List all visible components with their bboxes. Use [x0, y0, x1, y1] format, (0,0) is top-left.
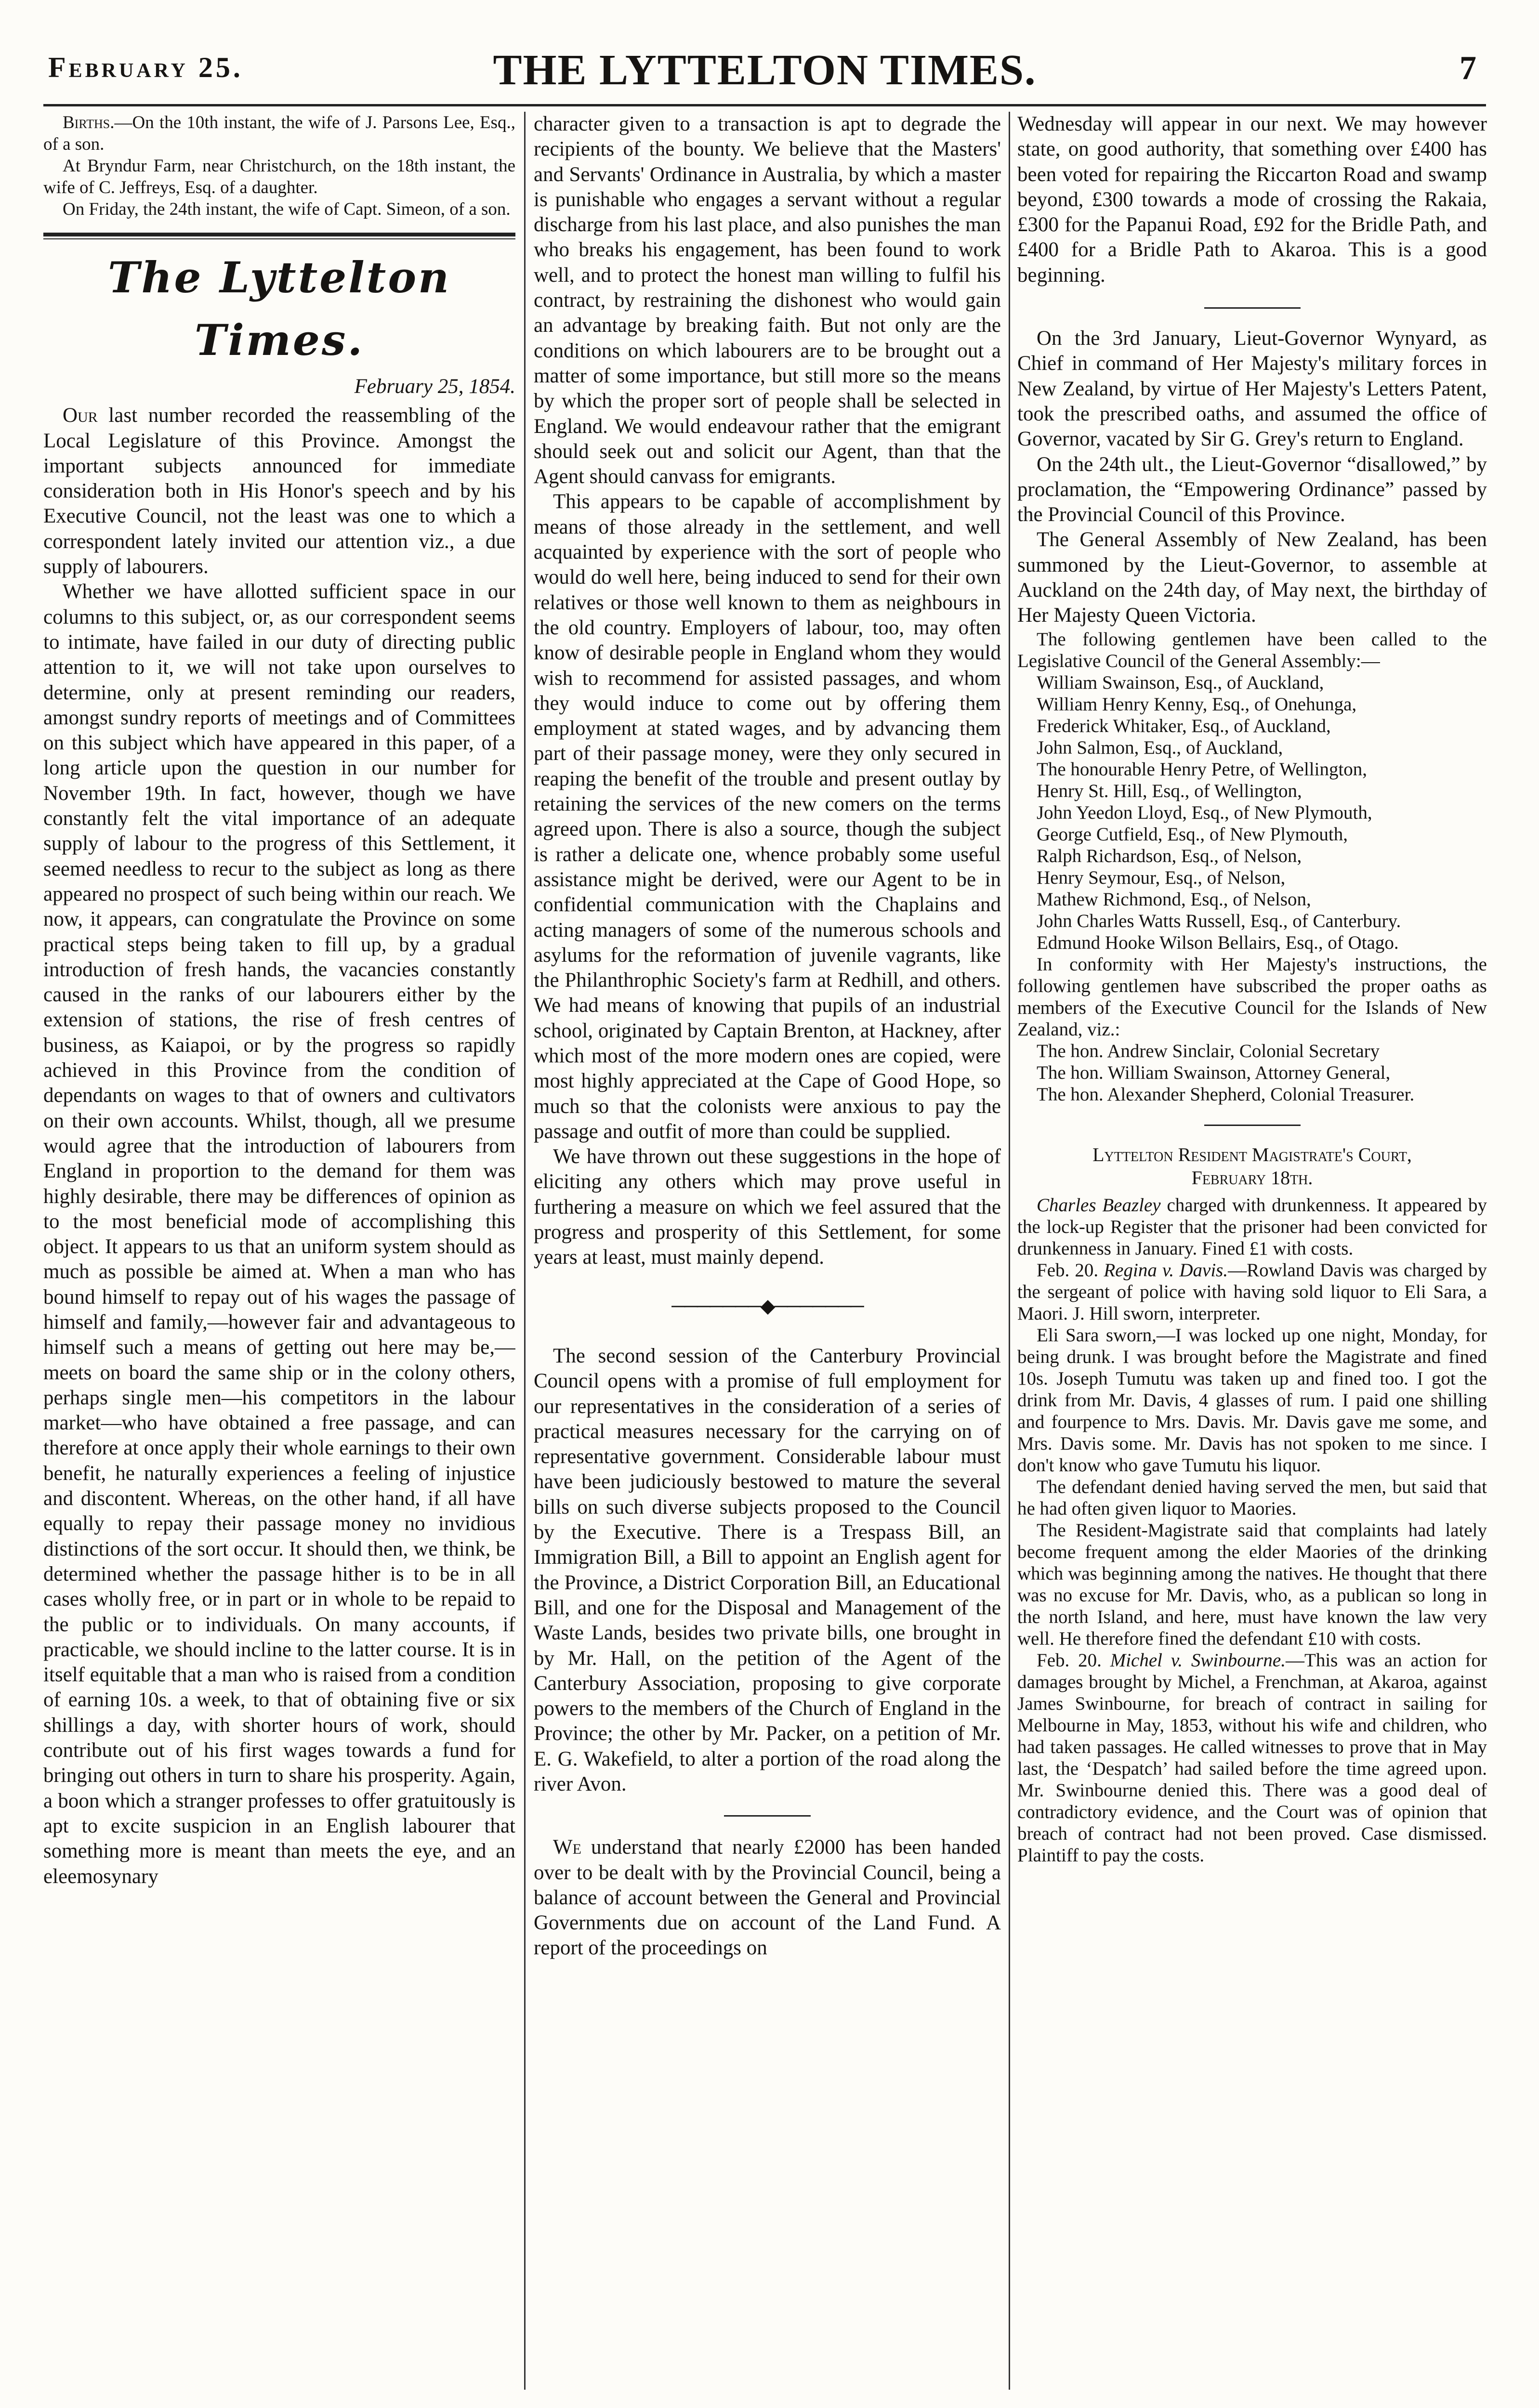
- case-name: Regina v. Davis.: [1104, 1259, 1228, 1281]
- article-paragraph: Feb. 20. Michel v. Swinbourne.—This was an action for damages brought by Michel, a Frenchman, at Akaroa, against James Swinbourne, for breach of contract in sailing for Melbourne in May, 1853, without his wife and children, who had taken passages. He called witnesses to prove that in May last, the ‘Despatch’ had sailed before the time agreed upon. Mr. Swinbourne denied this. There was a good deal of contradictory evidence, and the Court was of opinion that breach of contract had not been proved. Case dismissed. Plaintiff to pay the costs.: [1017, 1649, 1487, 1866]
- list-item: Henry St. Hill, Esq., of Wellington,: [1037, 780, 1302, 801]
- births-notices: [43, 112, 515, 220]
- masthead-rule: [43, 233, 515, 239]
- births-item: On Friday, the 24th instant, the wife of Capt. Simeon, of a son.: [63, 199, 511, 219]
- executive-notice: [1017, 954, 1487, 1040]
- list-item: Mathew Richmond, Esq., of Nelson,: [1037, 889, 1311, 910]
- short-rule: [724, 1815, 811, 1817]
- article-paragraph: This appears to be capable of accomplishment by means of those already in the settlement, and well acquainted by experience with the sort of people who would do well here, being induced to send for their own relatives or those well known to them as neighbours in the old country. Employers of labour, too, may often know of desirable people in England whom they would wish to recommend for assisted passages, and whom they would induce to come out by offering them employment at stated wages, and by advancing them part of their passage money, were they only secured in reaping the benefit of the trouble and present outlay by retaining the services of the new comers on the terms agreed upon. There is also a source, though the subject is rather a delicate one, whence probably some useful assistance might be derived, were our Agent to be in confidential communication with the Chaplains and acting managers of some of the numerous schools and asylums for the reformation of juvenile vagrants, like the Philanthrophic Society's farm at Redhill, and others. We had means of knowing that pupils of an industrial school, originated by Captain Brenton, at Hackney, after which most of the more modern ones are copied, were most highly appreciated at the Cape of Good Hope, so much so that the colonists were anxious to pay the passage and outfit of more than could be supplied.: [534, 490, 1001, 1143]
- list-item: Edmund Hooke Wilson Bellairs, Esq., of Otago.: [1037, 932, 1399, 953]
- list-item: The hon. William Swainson, Attorney General,: [1037, 1062, 1391, 1083]
- case-name: Michel v. Swinbourne.: [1110, 1649, 1286, 1671]
- column-2: [534, 112, 1001, 2395]
- article-paragraph: In conformity with Her Majesty's instructions, the following gentlemen have subscribed the proper oaths as members of the Executive Council for the Islands of New Zealand, viz.:: [1017, 954, 1487, 1040]
- article-paragraph: The defendant denied having served the men, but said that he had often given liquor to Maories.: [1017, 1476, 1487, 1519]
- dropcap: Our: [63, 404, 98, 427]
- court-report: [1017, 1194, 1487, 1866]
- court-heading: [1017, 1143, 1487, 1190]
- list-item: William Henry Kenny, Esq., of Onehunga,: [1037, 694, 1357, 715]
- list-item: William Swainson, Esq., of Auckland,: [1037, 672, 1324, 693]
- article-paragraph: Charles Beazley charged with drunkenness. It appeared by the lock-up Register that the prisoner had been convicted for drunkenness in January. Fined £1 with costs.: [1017, 1194, 1487, 1259]
- case-name: Charles Beazley: [1037, 1194, 1161, 1216]
- council-list: [1017, 672, 1487, 954]
- article-paragraph: character given to a transaction is apt to degrade the recipients of the bounty. We believe that the Masters' and Servants' Ordinance in Australia, by which a master is punishable who engages a servant without a regular discharge from his last place, and also punishes the man who breaks his engagement, has been found to work well, and to protect the honest man willing to fulfil his contract, by restraining the dishonest who would gain an advantage by breaking faith. But not only are the conditions on which labourers are to be brought out a matter of some importance, but still more so the means by which the proper sort of people shall be selected in England. We would endeavour rather that the emigrant should seek out and solicit our Agent, than that the Agent should canvass for emigrants.: [534, 113, 1001, 488]
- masthead-title: The Lyttelton Times.: [108, 252, 451, 365]
- header-page-number: 7: [1460, 50, 1476, 87]
- article-paragraph: Whether we have allotted sufficient space in our columns to this subject, or, as our correspondent seems to intimate, have failed in our duty of directing public attention to it, we will not take upon ourselves to determine, only at present reminding our readers, amongst sundry reports of meetings and of Committees on this subject which have appeared in this paper, of a long article upon the question in our number for November 19th. In fact, however, though we have constantly felt the vital importance of an adequate supply of labour to the progress of this Settlement, it seemed needless to recur to the subject as long as there appeared no prospect of such being within our reach. We now, it appears, can congratulate the Province on some practical steps being taken to fill up, by a gradual introduction of fresh hands, the vacancies constantly caused in the ranks of our labourers either by the extension of stations, the rise of fresh centres of business, as Kaiapoi, or by the progress so rapidly achieved in this Province from the condition of dependants on wages to that of owners and cultivators on their own accounts. Whilst, though, all we presume would agree that the introduction of labourers from England in proportion to the demand for them was highly desirable, there may be differences of opinion as to the most beneficial mode of accomplishing this object. It appears to us that an uniform system should as much as possible be aimed at. When a man who has bound himself to repay out of his wages the passage of himself and family,—however fair and advantageous to himself such a means of getting out here may be,—meets on board the same ship or in the colony others, perhaps single men—his competitors in the labour market—who have obtained a free passage, and can therefore at once apply their whole earnings to their own benefit, he naturally experiences a feeling of injustice and discontent. Whereas, on the other hand, if all have equally to repay their passage money no invidious distinctions of the sort occur. It should then, we think, be determined whether the passage hither is to be in all cases wholly free, or in part or in whole to be repaid to the public or to individuals. On many accounts, if practicable, we should incline to the latter course. It is in itself equitable that a man who is raised from a condition of earning 10s. a week, to that of obtaining five or six shillings a day, with shorter hours of work, should contribute out of his first wages towards a fund for bringing out others in turn to share his prosperity. Again, a boon which a stranger professes to offer gratuitously is apt to excite suspicion in an English labourer that something more is meant than meets the eye, and an eleemosynary: [43, 580, 515, 1888]
- article-paragraph: The General Assembly of New Zealand, has been summoned by the Lieut-Governor, to assemble at Auckland on the 24th day, of May next, the birthday of Her Majesty Queen Victoria.: [1017, 528, 1487, 627]
- short-rule: [1204, 1125, 1301, 1126]
- list-item: John Salmon, Esq., of Auckland,: [1037, 737, 1283, 758]
- list-item: John Yeedon Lloyd, Esq., of New Plymouth,: [1037, 802, 1372, 823]
- column-rule: [524, 112, 526, 2390]
- article-paragraph: Feb. 20. Regina v. Davis.—Rowland Davis was charged by the sergeant of police with having sold liquor to Eli Sara, a Maori. J. Hill sworn, interpreter.: [1017, 1259, 1487, 1324]
- article-paragraph: On the 3rd January, Lieut-Governor Wynyard, as Chief in command of Her Majesty's military forces in New Zealand, by virtue of Her Majesty's Letters Patent, took the prescribed oaths, and assumed the office of Governor, vacated by Sir G. Grey's return to England.: [1017, 327, 1487, 451]
- executive-list: [1017, 1040, 1487, 1105]
- list-item: The honourable Henry Petre, of Wellington,: [1037, 759, 1368, 780]
- list-item: Frederick Whitaker, Esq., of Auckland,: [1037, 715, 1331, 736]
- article-paragraph: We understand that nearly £2000 has been handed over to be dealt with by the Provincial Council, being a balance of account between the General and Provincial Governments due on account of the Land Fund. A report of the proceedings on: [534, 1836, 1001, 1960]
- ornament-divider: ───────◆───────: [671, 1295, 863, 1317]
- article-paragraph: On the 24th ult., the Lieut-Governor “disallowed,” by proclamation, the “Empowering Ordinance” passed by the Provincial Council of this Province.: [1017, 453, 1487, 526]
- list-item: The hon. Alexander Shepherd, Colonial Treasurer.: [1037, 1084, 1415, 1105]
- article-paragraph: The second session of the Canterbury Provincial Council opens with a promise of full employment for our representatives in the consideration of a series of practical measures necessary for the carrying on of representative government. Considerable labour must have been judiciously bestowed to mature the several bills on such diverse subjects proposed to the Council by the Executive. There is a Trespass Bill, an Immigration Bill, a Bill to appoint an English agent for the Province, a District Corporation Bill, an Educational Bill, and one for the Disposal and Management of the Waste Lands, besides two private bills, one brought in by Mr. Hall, on the petition of the Agent of the Canterbury Association, proposing to give corporate powers to the members of the Church of England in the Province; the other by Mr. Packer, on a petition of Mr. E. G. Wakefield, to alter a portion of the road along the river Avon.: [534, 1344, 1001, 1795]
- column-3: [1017, 112, 1487, 2395]
- dateline: February 25, 1854.: [354, 375, 515, 398]
- births-label: Births.: [63, 113, 115, 132]
- list-item: Ralph Richardson, Esq., of Nelson,: [1037, 845, 1302, 866]
- header-date: February 25.: [48, 52, 243, 83]
- council-notice: [1017, 628, 1487, 672]
- list-item: George Cutfield, Esq., of New Plymouth,: [1037, 824, 1348, 845]
- births-item: Births.—On the 10th instant, the wife of J. Parsons Lee, Esq., of a son.: [43, 113, 515, 154]
- article-paragraph: Wednesday will appear in our next. We may however state, on good authority, that something over £400 has been voted for repairing the Riccarton Road and swamp beyond, £300 towards a mode of crossing the Rakaia, £300 for the Papanui Road, £92 for the Bridle Path, and £400 for a Bridle Path to Akaroa. This is a good beginning.: [1017, 113, 1487, 287]
- column-1: [43, 112, 515, 2395]
- court-heading-line: Lyttelton Resident Magistrate's Court,: [1092, 1143, 1412, 1165]
- births-item: At Bryndur Farm, near Christchurch, on the 18th instant, the wife of C. Jeffreys, Esq. of a daughter.: [43, 156, 515, 197]
- article-paragraph: Eli Sara sworn,—I was locked up one night, Monday, for being drunk. I was brought before the Magistrate and fined 10s. Joseph Tumutu was taken up and fined too. I got the drink from Mr. Davis, 4 glasses of rum. I paid one shilling and fourpence to Mrs. Davis. Mr. Davis gave me some, and Mrs. Davis some. Mr. Davis has not spoken to me since. I don't know who gave Tumutu his liquor.: [1017, 1324, 1487, 1476]
- header-title: THE LYTTELTON TIMES.: [493, 46, 1037, 94]
- article-paragraph: We have thrown out these suggestions in the hope of eliciting any others which may prove useful in furthering a measure on which we feel assured that the progress and prosperity of this Settlement, for some years at least, must mainly depend.: [534, 1145, 1001, 1269]
- column-rule: [1009, 112, 1010, 2390]
- article-paragraph: Our last number recorded the reassembling of the Local Legislature of this Province. Amongst the important subjects announced for immediate consideration both in His Honor's speech and by his Executive Council, not the least was one to which a correspondent lately invited our attention viz., a due supply of labourers.: [43, 404, 515, 578]
- list-item: The hon. Andrew Sinclair, Colonial Secretary: [1037, 1040, 1380, 1061]
- list-item: Henry Seymour, Esq., of Nelson,: [1037, 867, 1286, 888]
- list-item: John Charles Watts Russell, Esq., of Canterbury.: [1037, 910, 1401, 931]
- article-paragraph: The following gentlemen have been called to the Legislative Council of the General Assembly:—: [1017, 628, 1487, 671]
- dropcap: We: [553, 1836, 581, 1859]
- short-rule: [1204, 307, 1301, 309]
- page-header: [43, 42, 1486, 106]
- leading-article: [43, 403, 515, 1889]
- court-heading-line: February 18th.: [1191, 1166, 1313, 1189]
- article-paragraph: The Resident-Magistrate said that complaints had lately become frequent among the elder Maories of the drinking which was beginning among the natives. He thought that there was no excuse for Mr. Davis, who, as a publican so long in the north Island, and here, must have known the law very well. He therefore fined the defendant £10 with costs.: [1017, 1519, 1487, 1649]
